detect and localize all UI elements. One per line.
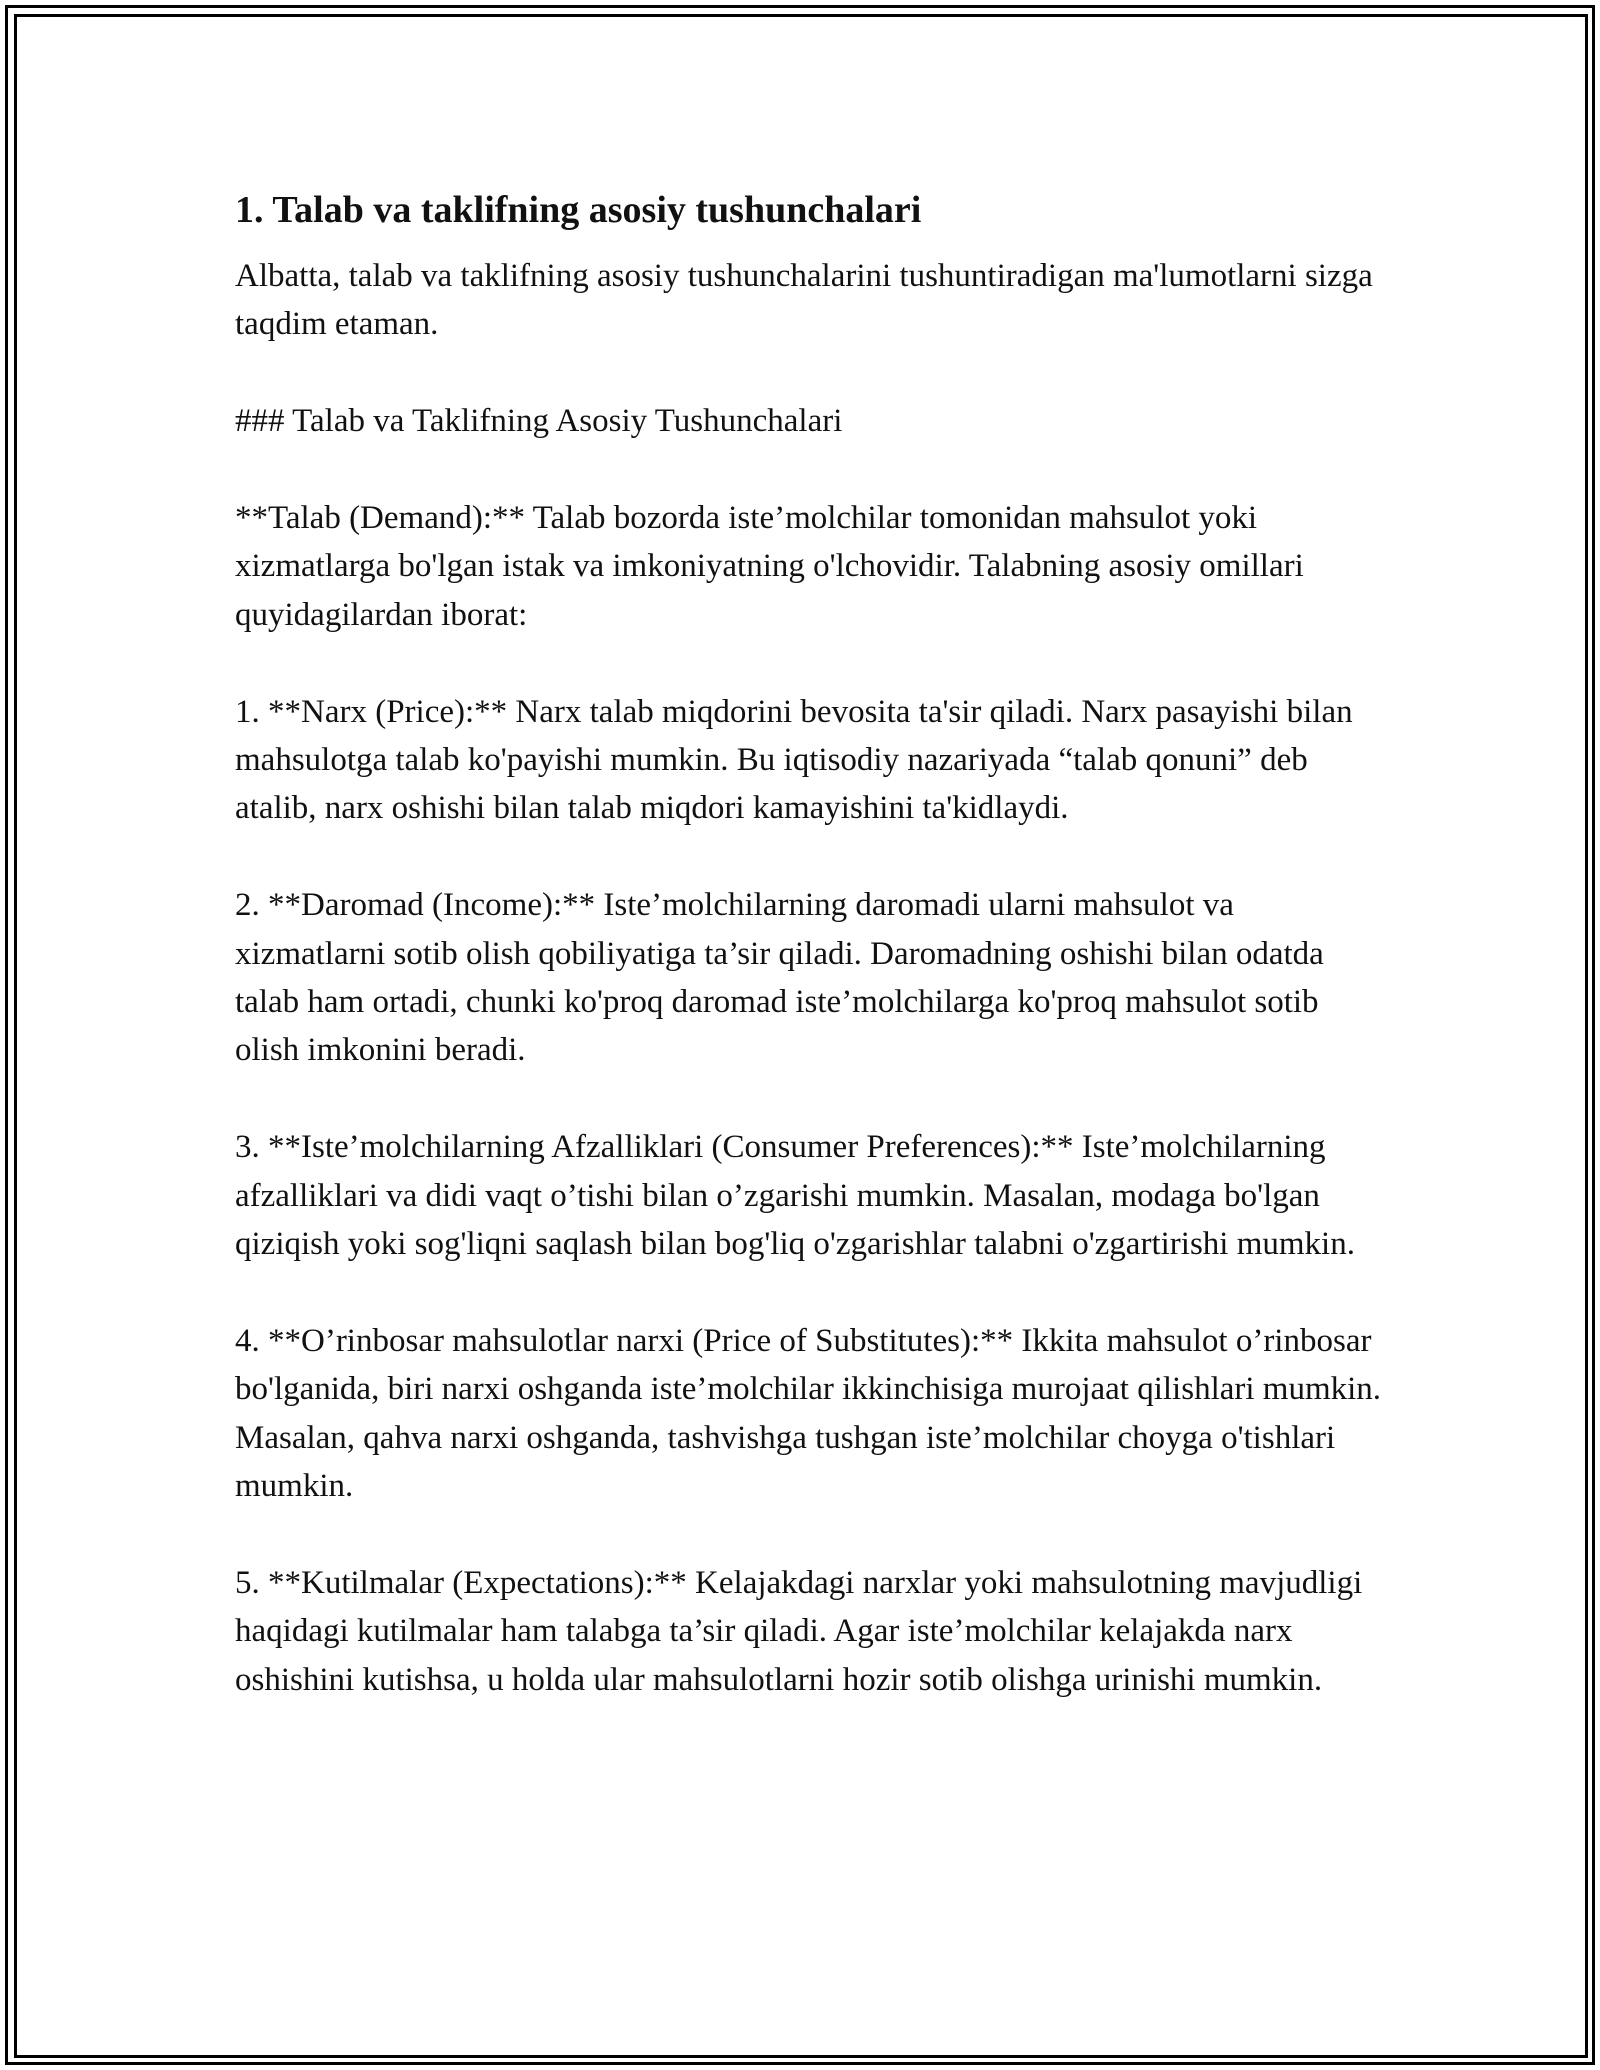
demand-definition-paragraph: **Talab (Demand):** Talab bozorda iste’molchilar tomonidan mahsulot yoki xizmatlarga bo'lgan istak va imkoniyatning o'lchovidir. Talabning asosiy omillari quyidagilardan iborat: (235, 500, 1304, 633)
substitutes-factor-paragraph: 4. **O’rinbosar mahsulotlar narxi (Price of Substitutes):** Ikkita mahsulot o’rinbosar bo'lganida, biri narxi oshganda iste’molchilar ikkinchisiga murojaat qilishlari mumkin. Masalan, qahva narxi oshganda, tashvishga tushgan iste’molchilar choyga o'tishlari mumkin. (235, 1322, 1382, 1505)
income-factor-paragraph: 2. **Daromad (Income):** Iste’molchilarning daromadi ularni mahsulot va xizmatlarni sotib olish qobiliyatiga ta’sir qiladi. Daromadning oshishi bilan odatda talab ham ortadi, chunki ko'proq daromad iste’molchilarga ko'proq mahsulot sotib olish imkonini beradi. (235, 887, 1324, 1069)
subheading-paragraph: ### Talab va Taklifning Asosiy Tushunchalari (235, 403, 843, 440)
expectations-factor-paragraph: 5. **Kutilmalar (Expectations):** Kelajakdagi narxlar yoki mahsulotning mavjudligi haqidagi kutilmalar ham talabga ta’sir qiladi. Agar iste’molchilar kelajakda narx oshishini kutishsa, u holda ular mahsulotlarni hozir sotib olishga urinishi mumkin. (235, 1564, 1363, 1698)
intro-paragraph: Albatta, talab va taklifning asosiy tushunchalarini tushuntiradigan ma'lumotlarni sizga taqdim etaman. (235, 258, 1373, 343)
document-body (235, 186, 1385, 1752)
price-factor-paragraph: 1. **Narx (Price):** Narx talab miqdorini bevosita ta'sir qiladi. Narx pasayishi bilan mahsulotga talab ko'payishi mumkin. Bu iqtisodiy nazariyada “talab qonuni” deb atalib, narx oshishi bilan talab miqdori kamayishini ta'kidlaydi. (235, 693, 1353, 827)
preferences-factor-paragraph: 3. **Iste’molchilarning Afzalliklari (Consumer Preferences):** Iste’molchilarning afzalliklari va didi vaqt o’tishi bilan o’zgarishi mumkin. Masalan, modaga bo'lgan qiziqish yoki sog'liqni saqlash bilan bog'liq o'zgarishlar talabni o'zgartirishi mumkin. (235, 1129, 1355, 1263)
section-heading: 1. Talab va taklifning asosiy tushunchalari (235, 189, 922, 231)
